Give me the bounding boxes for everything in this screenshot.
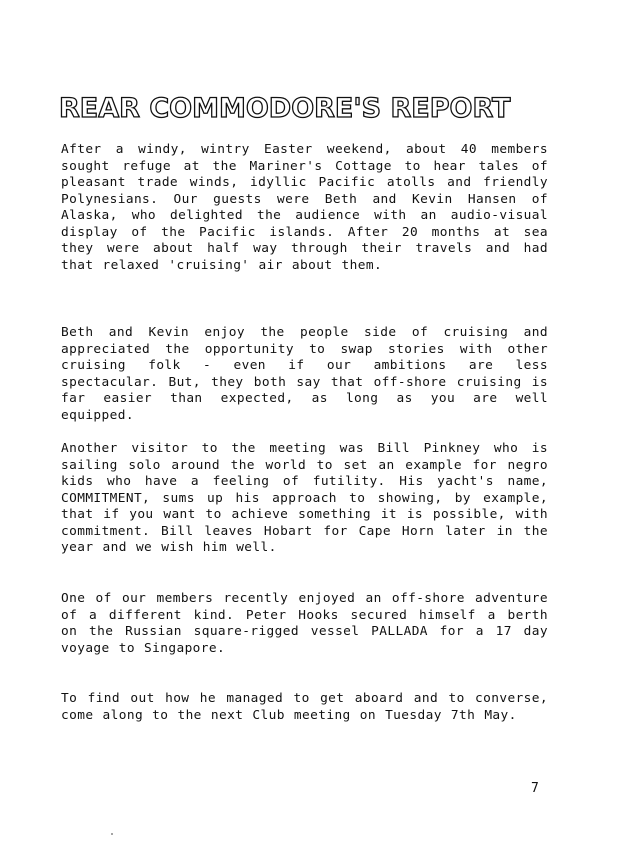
page-number: 7 [531,781,539,796]
paragraph-hansen-cruising: Beth and Kevin enjoy the people side of cruising and appreciated the opportunity to swap stories with other cruising folk - even if our ambitions are less spectacular. But, they both say that off-shore cruising is far easier than expected, as long as you are well equipped. [61,325,548,423]
paragraph-next-meeting: To find out how he managed to get aboard and to converse, come along to the next Club meeting on Tuesday 7th May. [61,691,548,723]
scan-speck [111,833,113,835]
paragraph-bill-pinkney: Another visitor to the meeting was Bill Pinkney who is sailing solo around the world to set an example for negro kids who have a feeling of futility. His yacht's name, COMMITMENT, sums up his approach to showing, by example, that if you want to achieve something it is possible, with commitment. Bill leaves Hobart for Cape Horn later in the year and we wish him well. [61,441,548,555]
paragraph-easter-meeting: After a windy, wintry Easter weekend, about 40 members sought refuge at the Mariner's Cottage to hear tales of pleasant trade winds, idyllic Pacific atolls and friendly Polynesians. Our guests were Beth and Kevin Hansen of Alaska, who delighted the audience with an audio-visual display of the Pacific islands. After 20 months at sea they were about half way through their travels and had that relaxed 'cruising' air about them. [61,142,548,273]
paragraph-peter-hooks: One of our members recently enjoyed an off-shore adventure of a different kind. Peter Hooks secured himself a berth on the Russian square-rigged vessel PALLADA for a 17 day voyage to Singapore. [61,591,548,656]
page-title: REAR COMMODORE'S REPORT [59,93,511,124]
